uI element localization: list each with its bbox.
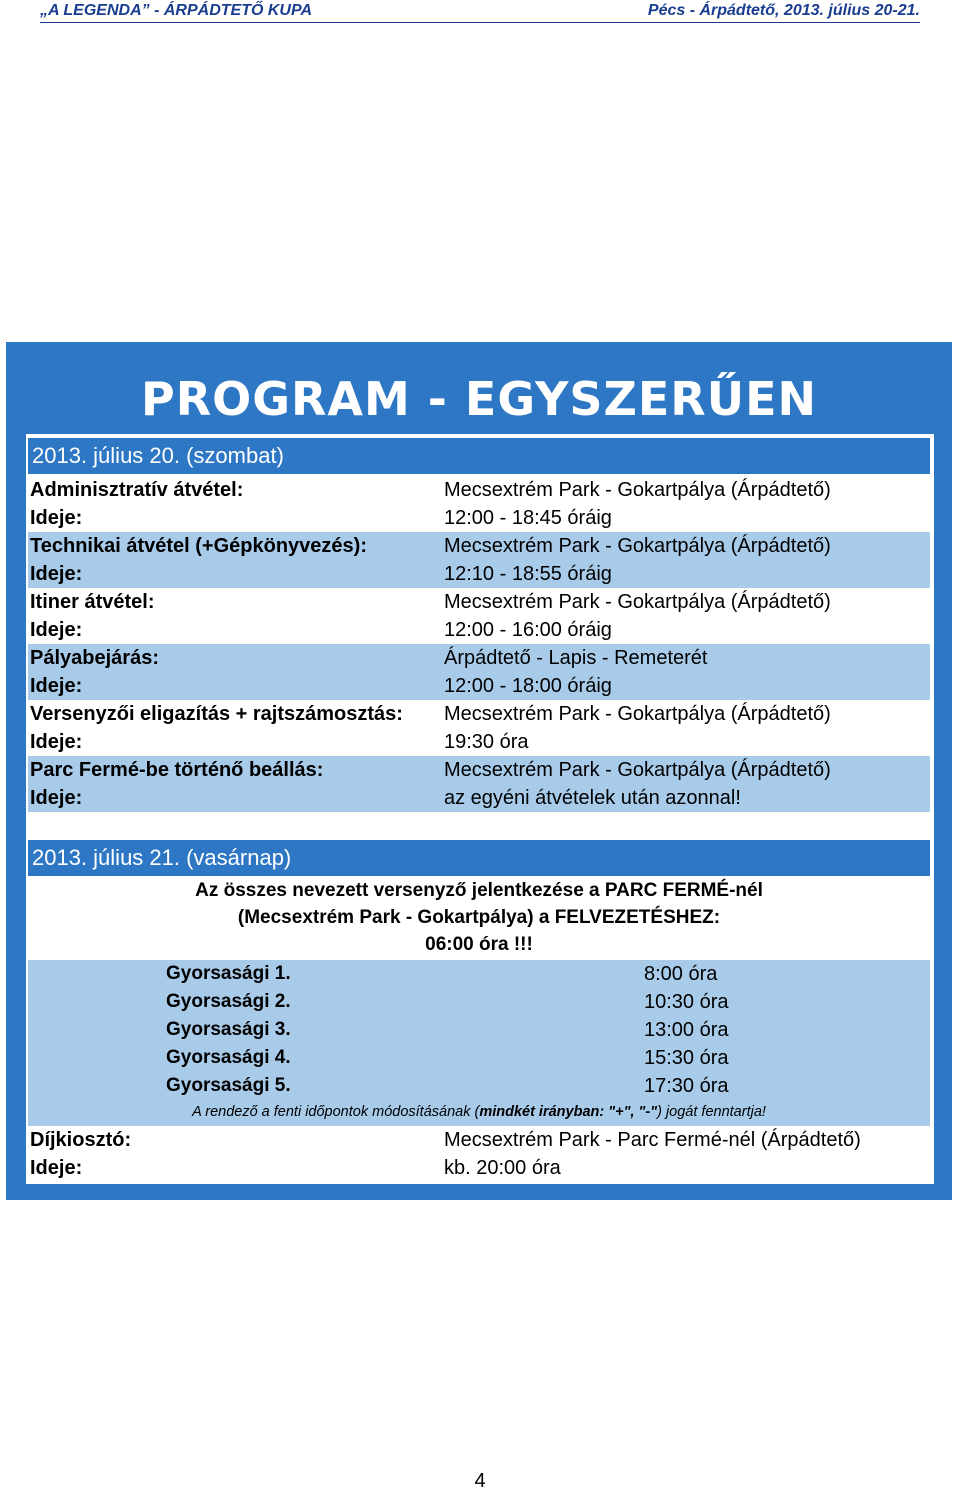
award-time-label: Ideje: (30, 1157, 83, 1179)
item-label: Technikai átvétel (+Gépkönyvezés): (30, 535, 367, 557)
item-place: Mecsextrém Park - Gokartpálya (Árpádtető) (444, 703, 831, 725)
item-place: Mecsextrém Park - Gokartpálya (Árpádtető) (444, 591, 831, 613)
item-place: Árpádtető - Lapis - Remeterét (444, 647, 708, 669)
note-suffix: ) jogát fenntartja! (657, 1104, 766, 1120)
program-table (26, 434, 934, 1184)
stage-time: 17:30 óra (644, 1075, 729, 1097)
program-row (28, 588, 930, 644)
award-label: Díjkiosztó: (30, 1129, 132, 1151)
note-emphasis: mindkét irányban: "+", "-" (479, 1104, 658, 1120)
item-time-label: Ideje: (30, 507, 83, 529)
item-place: Mecsextrém Park - Gokartpálya (Árpádtető) (444, 759, 831, 781)
award-place: Mecsextrém Park - Parc Fermé-nél (Árpádtető) (444, 1129, 861, 1151)
day2-heading: 2013. július 21. (vasárnap) (28, 840, 930, 876)
program-row (28, 532, 930, 588)
notice-line: Az összes nevezett versenyző jelentkezése a PARC FERMÉ-nél (195, 880, 763, 901)
item-time: 12:10 - 18:55 óráig (444, 563, 612, 585)
item-time-label: Ideje: (30, 787, 83, 809)
day1-heading: 2013. július 20. (szombat) (28, 438, 930, 474)
page-number: 4 (474, 1470, 486, 1492)
poster-title: PROGRAM - EGYSZERŰEN (141, 372, 817, 426)
note-prefix: A rendező a fenti időpontok módosításának ( (192, 1104, 480, 1120)
program-row (28, 756, 930, 812)
schedule-disclaimer (28, 1100, 930, 1124)
stage-time: 13:00 óra (644, 1019, 729, 1041)
program-row (28, 476, 930, 532)
item-time-label: Ideje: (30, 619, 83, 641)
award-time: kb. 20:00 óra (444, 1157, 561, 1179)
stage-time: 15:30 óra (644, 1047, 729, 1069)
stage-name: Gyorsasági 5. (166, 1075, 291, 1096)
item-label: Versenyzői eligazítás + rajtszámosztás: (30, 703, 403, 725)
item-time-label: Ideje: (30, 675, 83, 697)
notice-line: (Mecsextrém Park - Gokartpálya) a FELVEZETÉSHEZ: (237, 907, 721, 928)
item-label: Parc Fermé-be történő beállás: (30, 759, 324, 781)
item-place: Mecsextrém Park - Gokartpálya (Árpádtető) (444, 479, 831, 501)
stage-name: Gyorsasági 2. (166, 991, 291, 1012)
page-header (40, 0, 920, 23)
item-time: 19:30 óra (444, 731, 529, 753)
item-time: az egyéni átvételek után azonnal! (444, 787, 741, 809)
item-time: 12:00 - 16:00 óráig (444, 619, 612, 641)
header-event-title: „A LEGENDA” - ÁRPÁDTETŐ KUPA (40, 2, 312, 19)
program-row (28, 644, 930, 700)
item-label: Adminisztratív átvétel: (30, 479, 244, 501)
stage-name: Gyorsasági 1. (166, 963, 291, 984)
item-place: Mecsextrém Park - Gokartpálya (Árpádtető) (444, 535, 831, 557)
item-time: 12:00 - 18:00 óráig (444, 675, 612, 697)
stage-schedule (28, 960, 930, 1126)
stage-name: Gyorsasági 4. (166, 1047, 291, 1068)
header-location-date: Pécs - Árpádtető, 2013. július 20-21. (647, 2, 920, 19)
item-time-label: Ideje: (30, 563, 83, 585)
item-label: Pályabejárás: (30, 647, 159, 669)
stage-time: 8:00 óra (644, 963, 718, 985)
stage-name: Gyorsasági 3. (166, 1019, 291, 1040)
item-label: Itiner átvétel: (30, 591, 155, 613)
program-poster (6, 342, 952, 1200)
stage-time: 10:30 óra (644, 991, 729, 1013)
item-time-label: Ideje: (30, 731, 83, 753)
award-row (28, 1126, 930, 1182)
item-time: 12:00 - 18:45 óráig (444, 507, 612, 529)
program-row (28, 700, 930, 756)
assembly-notice (28, 876, 930, 960)
notice-line: 06:00 óra !!! (425, 934, 533, 955)
